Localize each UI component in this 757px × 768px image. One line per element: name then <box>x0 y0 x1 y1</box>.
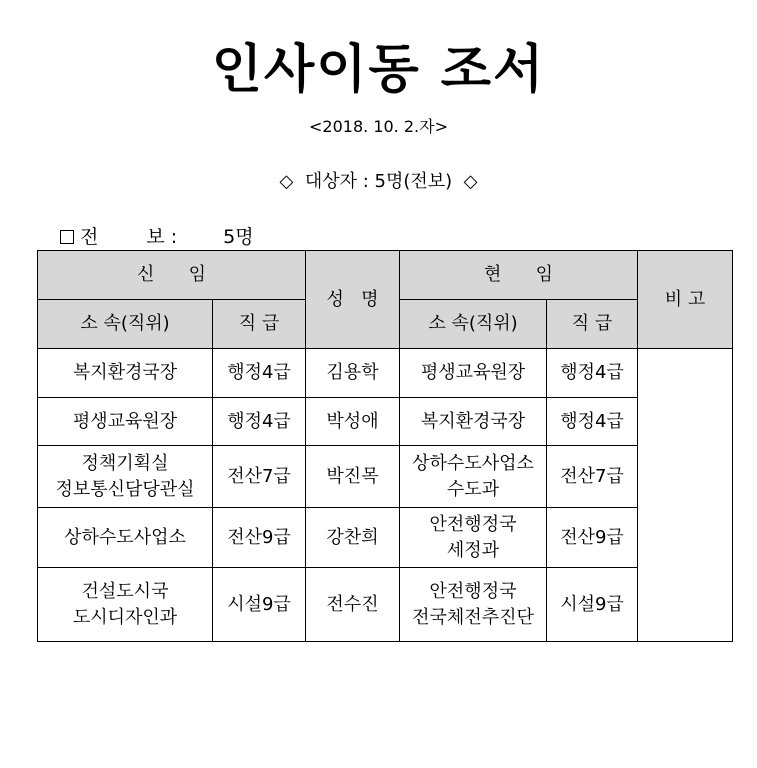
new-grade: 시설9급 <box>213 568 306 642</box>
new-grade: 행정4급 <box>213 349 306 398</box>
summary-label-2: 보 : <box>146 226 178 248</box>
document-title: 인사이동 조서 <box>211 40 546 100</box>
person-name: 박진목 <box>306 446 400 508</box>
table-row <box>38 446 733 508</box>
person-name: 김용학 <box>306 349 400 398</box>
header-row <box>38 251 733 300</box>
header-remarks: 비 고 <box>638 251 733 349</box>
new-grade: 행정4급 <box>213 398 306 446</box>
header-current-affiliation: 소 속(직위) <box>400 300 547 349</box>
current-grade: 행정4급 <box>547 349 638 398</box>
new-affiliation: 상하수도사업소 <box>38 508 213 568</box>
table-row <box>38 398 733 446</box>
effective-date: <2018. 10. 2.자> <box>309 117 448 136</box>
table-row <box>38 349 733 398</box>
current-grade: 전산9급 <box>547 508 638 568</box>
person-name: 전수진 <box>306 568 400 642</box>
personnel-table <box>37 250 733 642</box>
new-affiliation: 복지환경국장 <box>38 349 213 398</box>
current-affiliation: 상하수도사업소 수도과 <box>400 446 547 508</box>
current-grade: 시설9급 <box>547 568 638 642</box>
header-name: 성 명 <box>306 251 400 349</box>
current-grade: 행정4급 <box>547 398 638 446</box>
person-name: 박성애 <box>306 398 400 446</box>
new-affiliation: 정책기획실 정보통신담당관실 <box>38 446 213 508</box>
header-current-grade: 직 급 <box>547 300 638 349</box>
current-affiliation: 평생교육원장 <box>400 349 547 398</box>
header-new-post: 신 임 <box>38 251 306 300</box>
header-new-affiliation: 소 속(직위) <box>38 300 213 349</box>
subject-line: ◇ 대상자 : 5명(전보) ◇ <box>279 171 478 192</box>
remarks-cell <box>638 349 733 642</box>
new-affiliation: 평생교육원장 <box>38 398 213 446</box>
current-affiliation: 안전행정국 전국체전추진단 <box>400 568 547 642</box>
new-grade: 전산7급 <box>213 446 306 508</box>
new-affiliation: 건설도시국 도시디자인과 <box>38 568 213 642</box>
person-name: 강찬희 <box>306 508 400 568</box>
table-row <box>38 508 733 568</box>
checkbox-square-icon <box>60 230 74 244</box>
current-affiliation: 안전행정국 세정과 <box>400 508 547 568</box>
current-affiliation: 복지환경국장 <box>400 398 547 446</box>
summary-count: 5명 <box>223 226 254 248</box>
transfer-summary <box>60 225 254 249</box>
header-current-post: 현 임 <box>400 251 638 300</box>
table-row <box>38 568 733 642</box>
new-grade: 전산9급 <box>213 508 306 568</box>
header-new-grade: 직 급 <box>213 300 306 349</box>
current-grade: 전산7급 <box>547 446 638 508</box>
summary-label-1: 전 <box>80 226 99 248</box>
